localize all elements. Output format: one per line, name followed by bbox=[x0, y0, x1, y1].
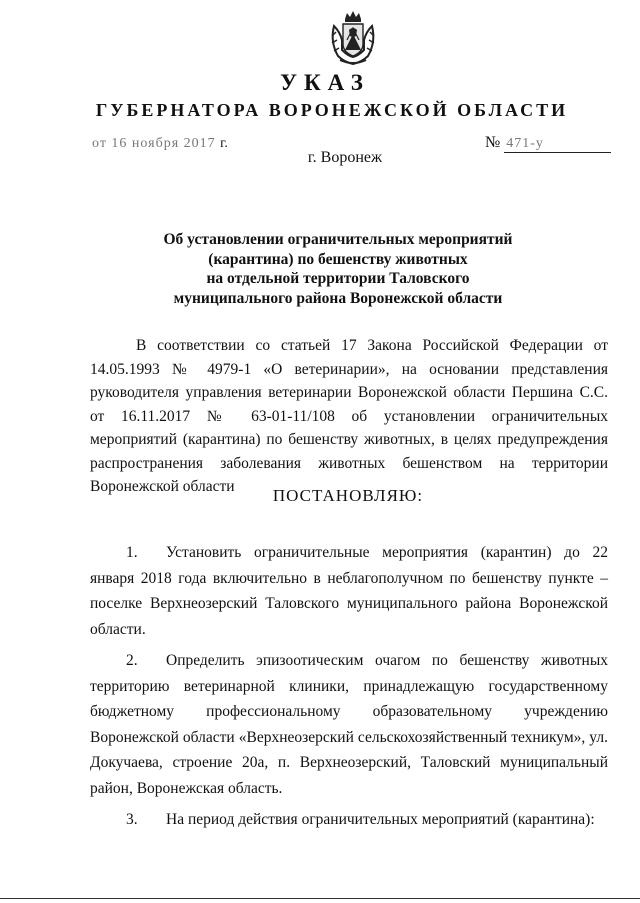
subject-line: муниципального района Воронежской области bbox=[173, 289, 503, 307]
item-number: 3. bbox=[126, 811, 138, 828]
document-number-label: № bbox=[485, 134, 501, 151]
document-subtitle: ГУБЕРНАТОРА ВОРОНЕЖСКОЙ ОБЛАСТИ bbox=[95, 100, 569, 120]
resolve-heading: ПОСТАНОВЛЯЮ: bbox=[272, 486, 424, 505]
item-text: Установить ограничительные мероприятия (карантин) до 22 января 2018 года включительно в неблагополучном по бешенству пункте – поселке Верхнеозерский Таловского муниципального района Воронежской области. bbox=[90, 544, 608, 638]
item-text: Определить эпизоотическим очагом по бешенству животных территорию ветеринарной клиники, принадлежащую государственному бюджетному профессиональному образовательному учреждению Воронежской области «Верхнеозерский сельскохозяйственный техникум», ул. Докучаева, строение 20а, п. Верхнеозерский, Таловский муниципальный район, Воронежская область. bbox=[90, 652, 608, 797]
document-title: УКАЗ bbox=[280, 70, 370, 95]
item-number: 1. bbox=[126, 544, 138, 561]
issue-date-suffix: г. bbox=[220, 136, 228, 151]
list-item bbox=[90, 540, 608, 642]
subject-line: (карантина) по бешенству животных bbox=[208, 250, 468, 268]
resolution-items bbox=[90, 540, 608, 833]
preamble-paragraph: В соответствии со статьей 17 Закона Российской Федерации от 14.05.1993 № 4979-1 «О ветеринарии», на основании представления руководителя управления ветеринарии Воронежской области Першина С.С. от 16.11.2017 № 63-01-11/108 об установлении ограничительных мероприятий (карантина) по бешенству животных, в целях предупреждения распространения заболевания животных бешенством на территории Воронежской области bbox=[90, 337, 608, 495]
document-subject bbox=[0, 230, 640, 308]
page-bottom-divider bbox=[0, 898, 640, 899]
issue-city: г. Воронеж bbox=[307, 149, 383, 166]
list-item bbox=[90, 807, 608, 833]
item-number: 2. bbox=[126, 652, 138, 669]
list-item bbox=[90, 648, 608, 801]
coat-of-arms-icon bbox=[328, 10, 378, 66]
document-number-value: 471-у bbox=[504, 136, 611, 153]
subject-line: на отдельной территории Таловского bbox=[206, 270, 470, 287]
issue-date-value: от 16 ноября 2017 bbox=[92, 136, 216, 151]
item-text: На период действия ограничительных мероприятий (карантина): bbox=[166, 811, 595, 828]
subject-line: Об установлении ограничительных мероприятий bbox=[163, 231, 513, 248]
